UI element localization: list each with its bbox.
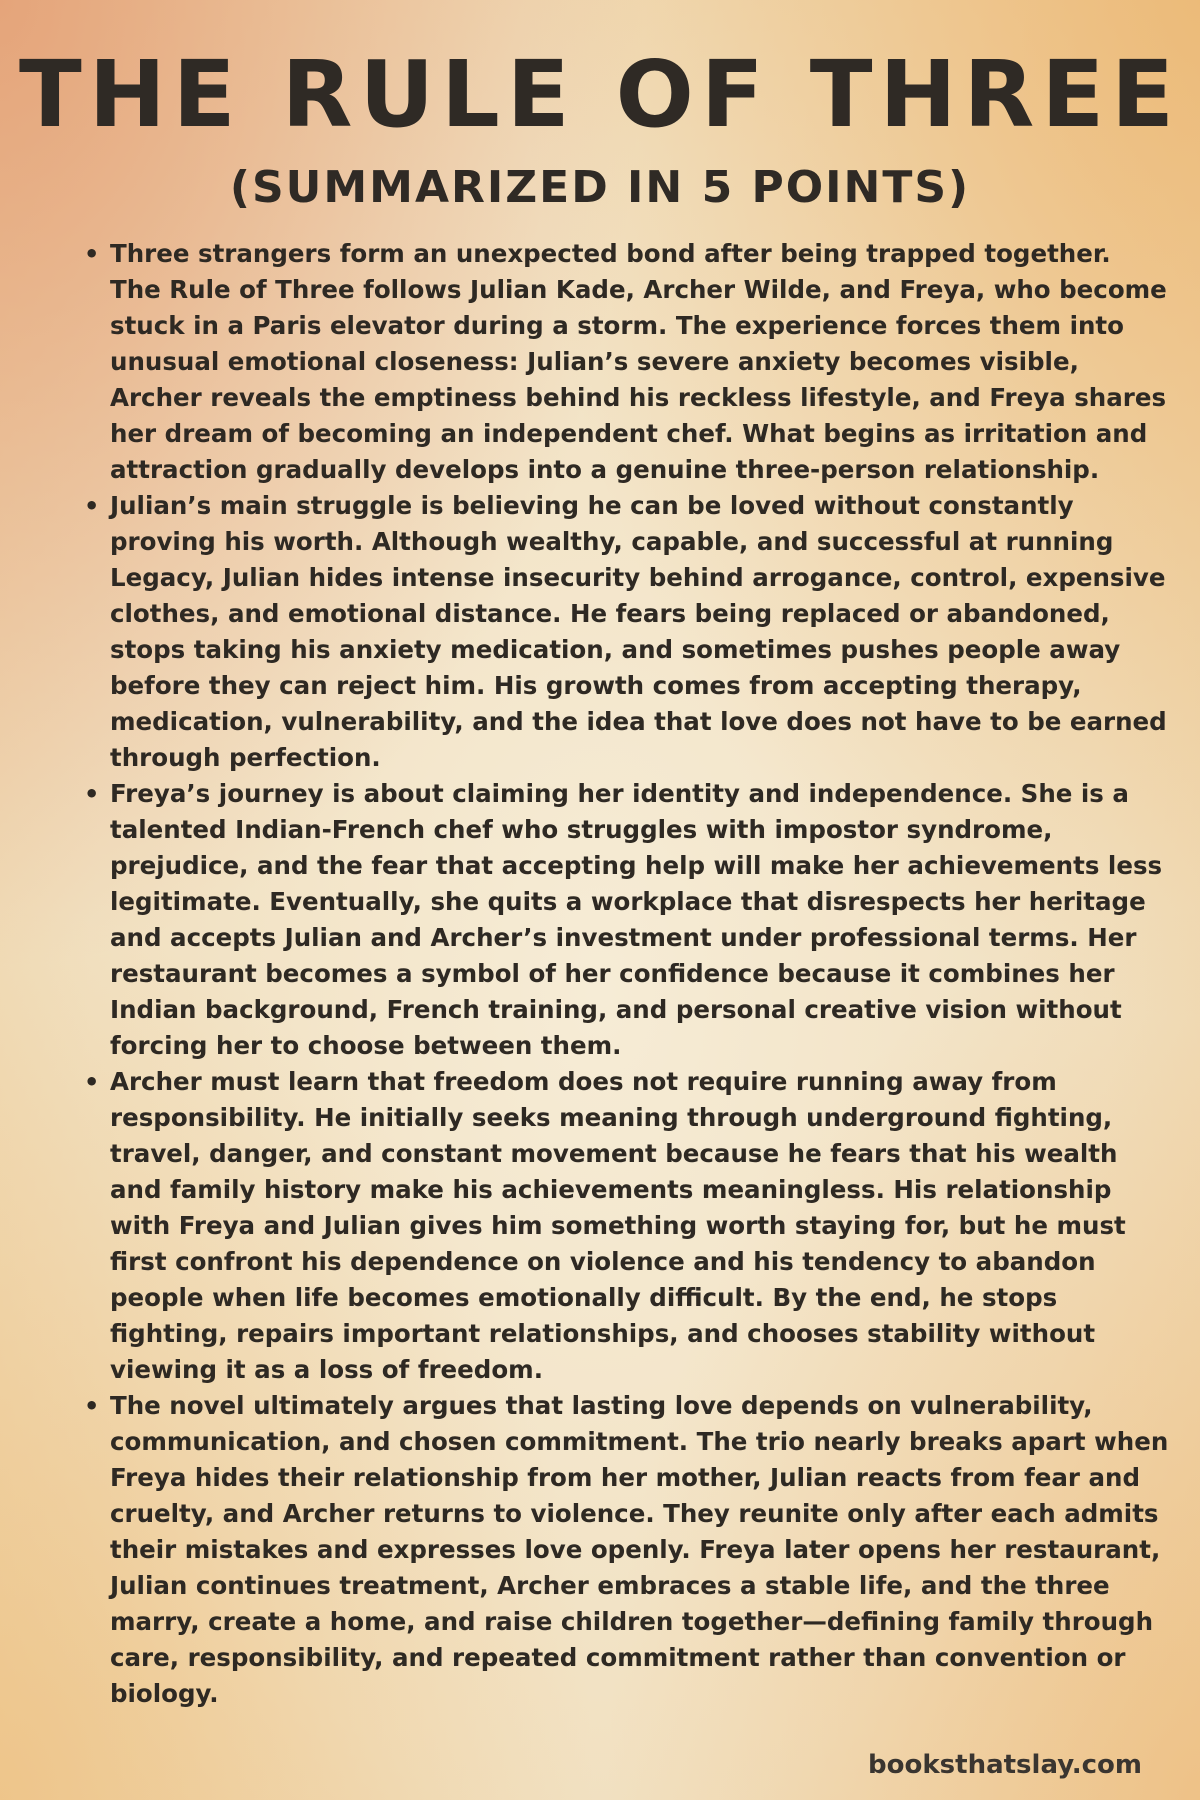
page-subtitle: (SUMMARIZED IN 5 POINTS) <box>229 162 971 213</box>
bullet-icon: • <box>84 780 100 808</box>
summary-list <box>76 236 1170 1712</box>
point-text: Archer must learn that freedom does not require running away from responsibility. He initially seeks meaning through underground fighting, travel, danger, and constant movement because he fears that his wealth and family history make his achievements meaningless. His relationship with Freya and Julian gives him something worth staying for, but he must first confront his dependence on violence and his tendency to abandon people when life becomes emotionally difficult. By the end, he stops fighting, repairs important relationships, and chooses stability without viewing it as a loss of freedom. <box>110 1067 1126 1384</box>
site-watermark: booksthatslay.com <box>868 1750 1142 1780</box>
point-text: Freya’s journey is about claiming her identity and independence. She is a talented Indian-French chef who struggles with impostor syndrome, prejudice, and the fear that accepting help will make her achievements less legitimate. Eventually, she quits a workplace that disrespects her heritage and accepts Julian and Archer’s investment under professional terms. Her restaurant becomes a symbol of her confidence because it combines her Indian background, French training, and personal creative vision without forcing her to choose between them. <box>110 779 1163 1060</box>
point-text: Three strangers form an unexpected bond after being trapped together. The Rule of Three follows Julian Kade, Archer Wilde, and Freya, who become stuck in a Paris elevator during a storm. The experience forces them into unusual emotional closeness: Julian’s severe anxiety becomes visible, Archer reveals the emptiness behind his reckless lifestyle, and Freya shares her dream of becoming an independent chef. What begins as irritation and attraction gradually develops into a genuine three-person relationship. <box>110 239 1167 484</box>
bullet-icon: • <box>84 1392 100 1420</box>
page-title: THE RULE OF THREE <box>18 41 1182 148</box>
point-text: The novel ultimately argues that lasting love depends on vulnerability, communication, and chosen commitment. The trio nearly breaks apart when Freya hides their relationship from her mother, Julian reacts from fear and cruelty, and Archer returns to violence. They reunite only after each admits their mistakes and expresses love openly. Freya later opens her restaurant, Julian continues treatment, Archer embraces a stable life, and the three marry, create a home, and raise children together—defining family through care, responsibility, and repeated commitment rather than convention or biology. <box>110 1391 1169 1708</box>
point-text: Julian’s main struggle is believing he can be loved without constantly proving his worth. Although wealthy, capable, and successful at running Legacy, Julian hides intense insecurity behind arrogance, control, expensive clothes, and emotional distance. He fears being replaced or abandoned, stops taking his anxiety medication, and sometimes pushes people away before they can reject him. His growth comes from accepting therapy, medication, vulnerability, and the idea that love does not have to be earned through perfection. <box>110 491 1167 772</box>
list-item <box>84 488 1170 776</box>
bullet-icon: • <box>84 492 100 520</box>
list-item <box>84 1388 1170 1712</box>
list-item <box>84 1064 1170 1388</box>
bullet-icon: • <box>84 1068 100 1096</box>
list-item <box>84 776 1170 1064</box>
bullet-icon: • <box>84 240 100 268</box>
list-item <box>84 236 1170 488</box>
